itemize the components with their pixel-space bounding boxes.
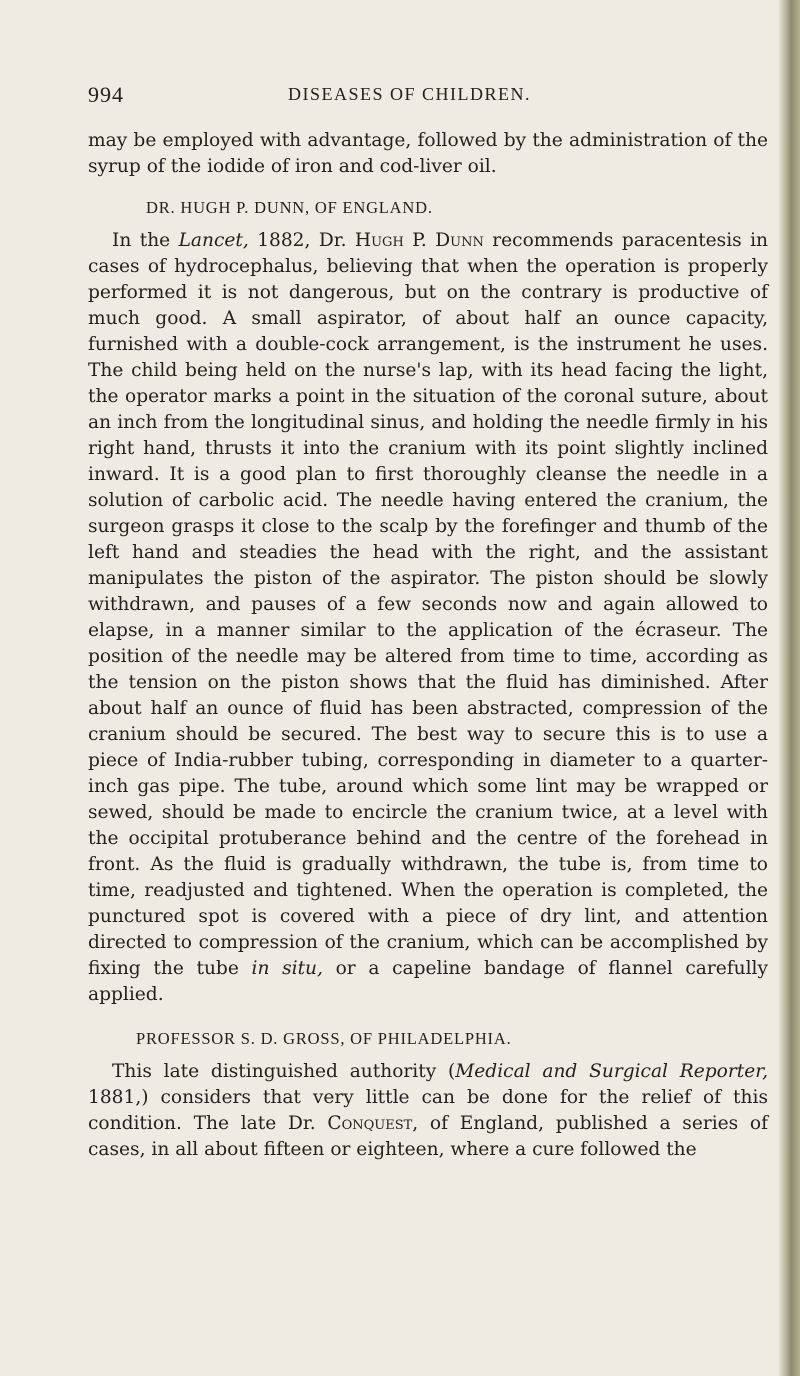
section-heading-gross: PROFESSOR S. D. GROSS, OF PHILADELPHIA. [136, 1029, 512, 1048]
latin-phrase: in situ, [251, 958, 323, 979]
text-run: This late distinguished authority ( [112, 1061, 456, 1082]
page-binding-edge [778, 0, 800, 1376]
text-run: , of England, published a series of cases, in all about fifteen or eighteen, where a cure followed the [88, 1113, 769, 1160]
continuation-paragraph: may be employed with advantage, followed by the administration of the syrup of the iodide of iron and cod-liver oil. [88, 130, 768, 177]
page-number: 994 [88, 82, 124, 107]
journal-title-reporter: Medical and Surgical Reporter, [455, 1061, 768, 1082]
page-text [88, 128, 768, 1163]
text-run: 1881,) considers that very little can be done for the relief of this condition. The late Dr. [88, 1087, 768, 1134]
paragraph-dunn [88, 228, 768, 1008]
text-run: or a capeline bandage of flannel carefully applied. [88, 958, 768, 1005]
section-heading-dunn: DR. HUGH P. DUNN, OF ENGLAND. [146, 198, 433, 217]
running-title: DISEASES OF CHILDREN. [288, 84, 532, 104]
author-name: Hugh P. Dunn [354, 230, 484, 251]
text-run: recommends paracentesis in cases of hydrocephalus, believing that when the operation is properly performed it is not dangerous, but on the contrary is productive of much good. A small aspirator, of about half an ounce capacity, furnished with a double-cock arrangement, is the instrument he uses. The child being held on the nurse's lap, with its head facing the light, the operator marks a point in the situation of the coronal suture, about an inch from the longitudinal sinus, and holding the needle firmly in his right hand, thrusts it into the cranium with its point slightly inclined inward. It is a good plan to first thoroughly cleanse the needle in a solution of carbolic acid. The needle having entered the cranium, the surgeon grasps it close to the scalp by the forefinger and thumb of the left hand and steadies the head with the right, and the assistant manipulates the piston of the aspirator. The piston should be slowly withdrawn, and pauses of a few seconds now and again allowed to elapse, in a manner similar to the application of the écraseur. The position of the needle may be altered from time to time, according as the tension on the piston shows that the fluid has diminished. After about half an ounce of fluid has been abstracted, compression of the cranium should be secured. The best way to secure this is to use a piece of India-rubber tubing, corresponding in diameter to a quarter-inch gas pipe. The tube, around which some lint may be wrapped or sewed, should be made to encircle the cranium twice, at a level with the occipital protuberance behind and the centre of the forehead in front. As the fluid is gradually withdrawn, the tube is, from time to time, readjusted and tightened. When the operation is completed, the punctured spot is covered with a piece of dry lint, and attention directed to compression of the cranium, which can be accomplished by fixing the tube [88, 230, 769, 979]
journal-title-lancet: Lancet, [178, 230, 249, 251]
paragraph-gross [88, 1059, 768, 1163]
text-run: In the [112, 230, 179, 251]
running-head [88, 82, 768, 108]
person-name: Conquest [327, 1113, 413, 1134]
text-run: 1882, Dr. [248, 230, 355, 251]
